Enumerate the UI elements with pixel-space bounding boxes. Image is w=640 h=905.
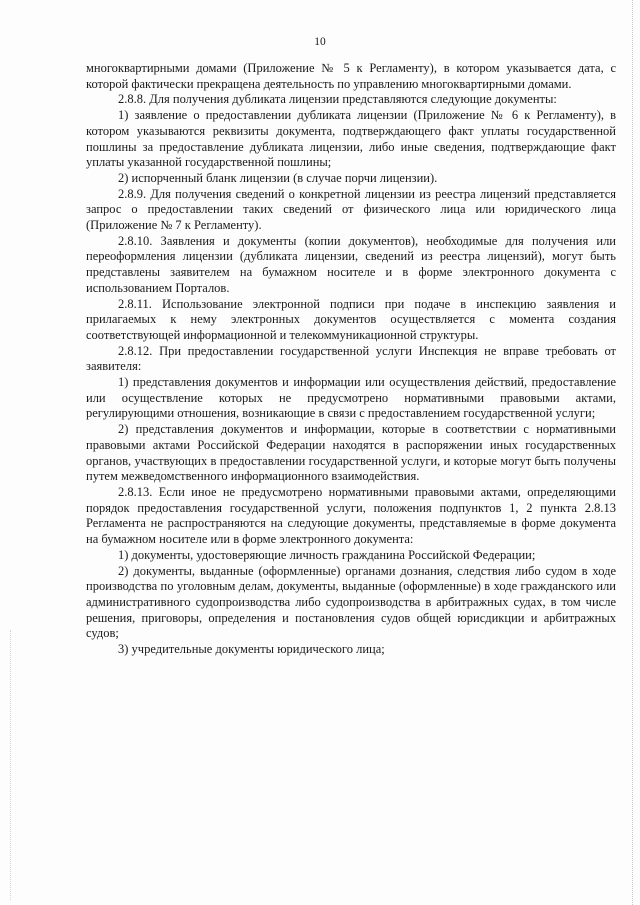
- paragraph-2-8-9: 2.8.9. Для получения сведений о конкретной лицензии из реестра лицензий представляется запрос о предоставлении таких сведений от физического лица или юридического лица (Приложение № 7 к Регламенту).: [86, 186, 616, 233]
- list-item-2-8-12-2: 2) представления документов и информации, которые в соответствии с нормативными правовыми актами Российской Федерации находятся в распоряжении иных государственных органов, участвующих в предоставлении государственной услуги, и которые могут быть получены путем межведомственного информационного взаимодействия.: [86, 422, 616, 484]
- scan-edge-right: [632, 0, 634, 905]
- paragraph-2-8-10: 2.8.10. Заявления и документы (копии документов), необходимые для получения или переоформления лицензии (дубликата лицензии, сведений из реестра лицензий), могут быть представлены заявителем на бумажном носителе и в форме электронного документа с использованием Порталов.: [86, 233, 616, 295]
- list-item-2-8-8-1: 1) заявление о предоставлении дубликата лицензии (Приложение № 6 к Регламенту), в котором указываются реквизиты документа, подтверждающего факт уплаты государственной пошлины за предоставление дубликата лицензии, либо иные сведения, подтверждающие факт уплаты указанной государственной пошлины;: [86, 108, 616, 170]
- paragraph-continuation: многоквартирными домами (Приложение № 5 к Регламенту), в котором указывается дата, с которой фактически прекращена деятельность по управлению многоквартирными домами.: [86, 61, 616, 91]
- paragraph-2-8-13: 2.8.13. Если иное не предусмотрено нормативными правовыми актами, определяющими порядок предоставления государственной услуги, положения подпунктов 1, 2 пункта 2.8.13 Регламента не распространяются на следующие документы, представляемые в форме документа на бумажном носителе или в форме электронного документа:: [86, 484, 616, 547]
- list-item-2-8-13-2: 2) документы, выданные (оформленные) органами дознания, следствия либо судом в ходе производства по уголовным делам, документы, выданные (оформленные) в ходе гражданского или административного судопроизводства либо судопроизводства в арбитражных судах, в том числе решения, приговоры, определения и постановления судов общей юрисдикции и арбитражных судов;: [86, 563, 616, 641]
- paragraph-2-8-11: 2.8.11. Использование электронной подписи при подаче в инспекцию заявления и прилагаемых к нему электронных документов осуществляется с момента создания соответствующей информационной и телекоммуникационной структуры.: [86, 296, 616, 342]
- page-number: 10: [314, 36, 326, 48]
- list-item-2-8-13-3: 3) учредительные документы юридического лица;: [118, 642, 385, 657]
- list-item-2-8-8-2: 2) испорченный бланк лицензии (в случае порчи лицензии).: [118, 170, 438, 185]
- paragraph-2-8-12: 2.8.12. При предоставлении государственной услуги Инспекция не вправе требовать от заявителя:: [86, 343, 616, 374]
- scan-edge-left: [10, 630, 12, 900]
- document-body: [86, 61, 616, 658]
- list-item-2-8-13-1: 1) документы, удостоверяющие личность гражданина Российской Федерации;: [118, 547, 536, 562]
- list-item-2-8-12-1: 1) представления документов и информации или осуществления действий, предоставление или осуществление которых не предусмотрено нормативными правовыми актами, регулирующими отношения, возникающие в связи с предоставлением государственной услуги;: [86, 375, 616, 421]
- paragraph-2-8-8: 2.8.8. Для получения дубликата лицензии представляются следующие документы:: [118, 92, 557, 107]
